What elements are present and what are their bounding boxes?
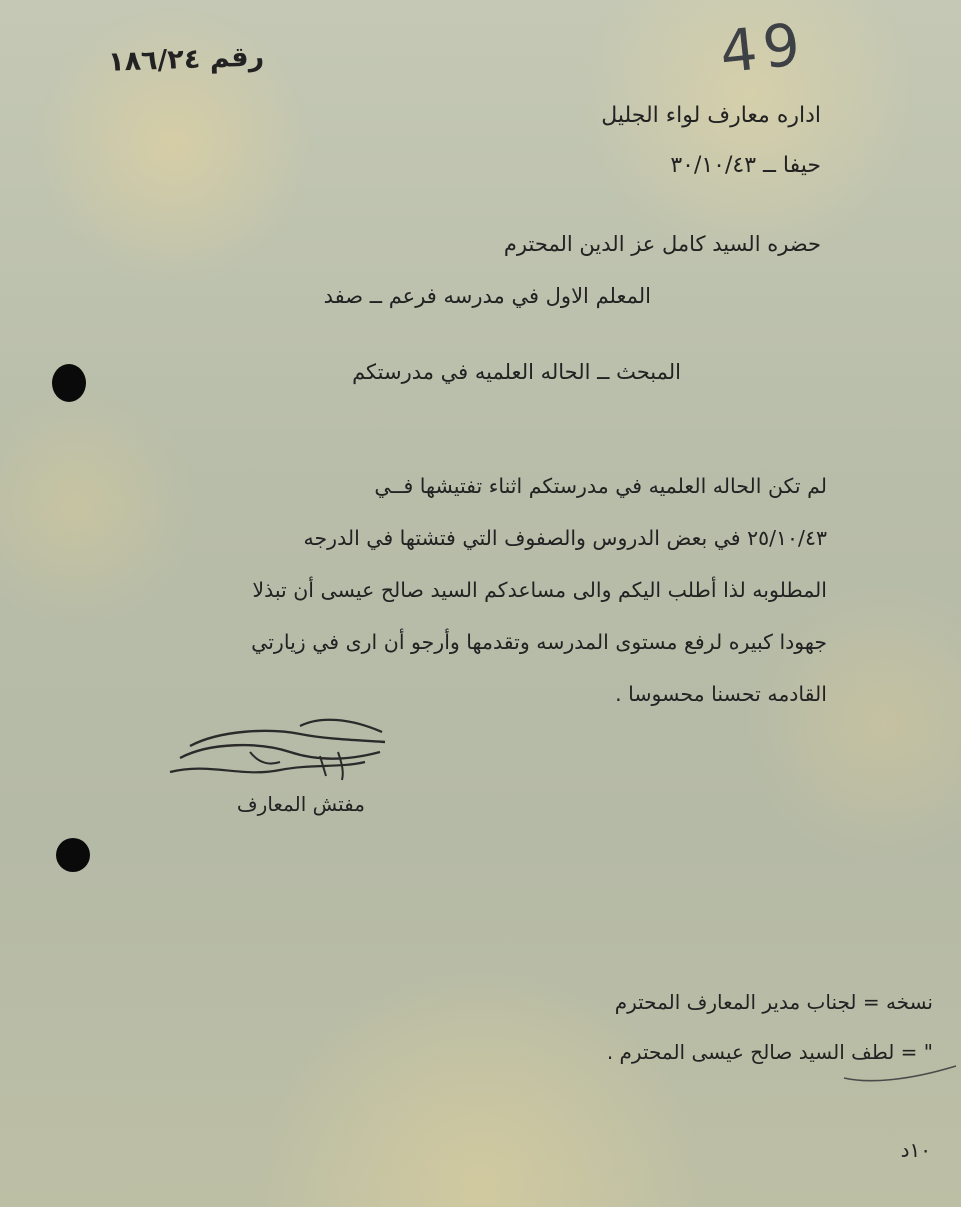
pen-stroke bbox=[840, 1058, 960, 1088]
copy-line: نسخه = لجناب مدير المعارف المحترم bbox=[614, 990, 933, 1014]
body-line: لم تكن الحاله العلميه في مدرستكم اثناء تفتيشها فــي bbox=[374, 474, 827, 498]
office-name: اداره معارف لواء الجليل bbox=[601, 103, 821, 128]
punch-hole-bottom bbox=[56, 838, 90, 872]
recipient-position: المعلم الاول في مدرسه فرعم ــ صفد bbox=[323, 284, 651, 308]
recipient-line: حضره السيد كامل عز الدين المحترم bbox=[503, 232, 821, 256]
handwritten-signature bbox=[150, 712, 390, 792]
copy-line: " = لطف السيد صالح عيسى المحترم . bbox=[606, 1040, 933, 1064]
punch-hole-top bbox=[52, 364, 86, 402]
body-line: ٢٥/١٠/٤٣ في بعض الدروس والصفوف التي فتشتها في الدرجه bbox=[303, 526, 827, 550]
letter-body bbox=[127, 460, 827, 720]
signer-title: مفتش المعارف bbox=[236, 792, 365, 816]
reference-number: رقم ١٨٦/٢٤ bbox=[107, 41, 265, 78]
handwritten-page-number: 49 bbox=[716, 9, 810, 87]
place-date: حيفا ــ ٣٠/١٠/٤٣ bbox=[670, 153, 821, 178]
body-line: جهودا كبيره لرفع مستوى المدرسه وتقدمها وأرجو أن ارى في زيارتي bbox=[251, 630, 827, 654]
body-line: القادمه تحسنا محسوسا . bbox=[615, 682, 827, 706]
subject-line: المبحث ــ الحاله العلميه في مدرستكم bbox=[352, 360, 681, 384]
footer-code: ١٠د bbox=[900, 1138, 931, 1162]
body-line: المطلوبه لذا أطلب اليكم والى مساعدكم السيد صالح عيسى أن تبذلا bbox=[252, 578, 827, 602]
